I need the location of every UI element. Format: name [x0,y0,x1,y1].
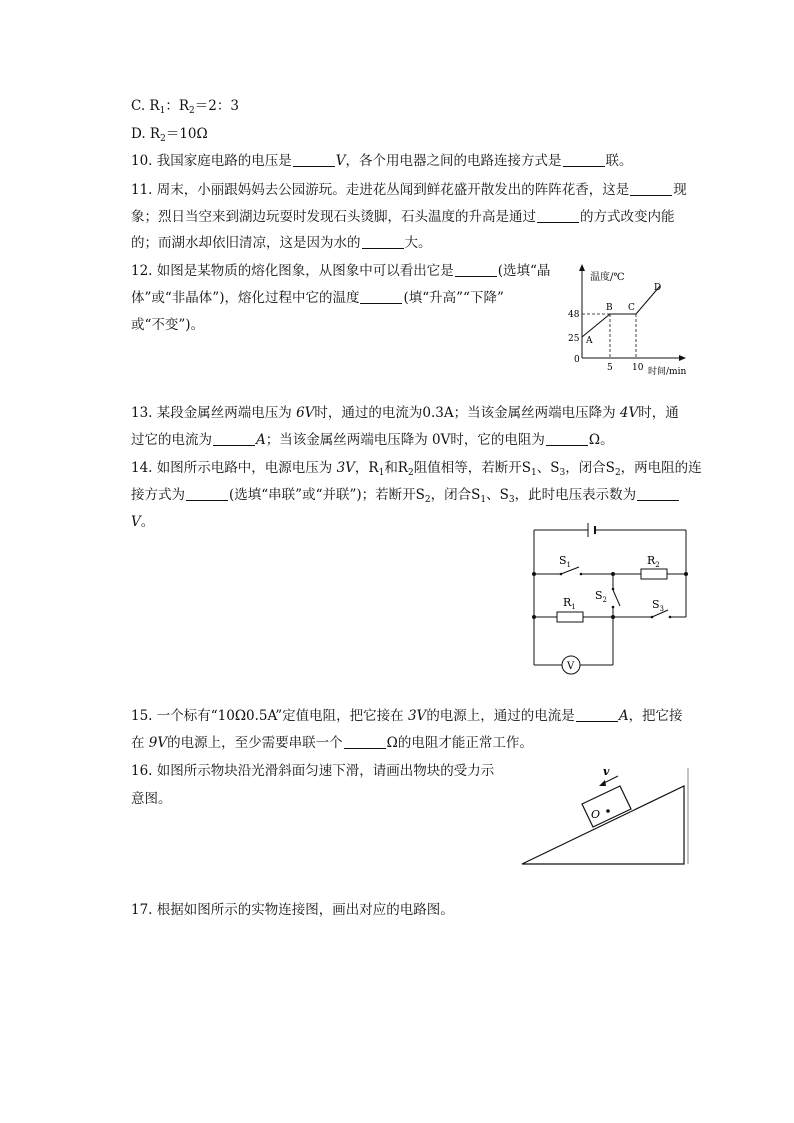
question-13-line-1: 13. 某段金属丝两端电压为 6V时，通过的电流为0.3A；当该金属丝两端电压降为 4V时，通 [131,405,679,421]
option-d: D. $R_2=10\Omega$ [131,126,208,144]
question-14-line-2: 接方式为 (选填“串联”或“并联”)；若断开$S_2$，闭合$S_1$、$S_3$，此时电压表示数为 [131,485,680,505]
s3-label: $S_3$ [652,598,665,613]
resistor-r1 [557,612,583,622]
resistor-r2 [641,569,667,579]
y-axis-label: 温度/℃ [590,272,625,283]
x-axis-label: 时间/min [648,367,687,377]
answer-blank[interactable] [637,486,679,501]
option-c: C. $R_1$：$R_2=2$：3 [131,98,239,116]
answer-blank[interactable] [360,289,402,304]
x-tick-5: 5 [607,363,613,373]
answer-blank[interactable] [546,431,588,446]
melting-curve [582,286,660,337]
s2-label: $S_2$ [595,589,608,604]
question-16-line-1: 16. 如图所示物块沿光滑斜面匀速下滑，请画出物块的受力示 [131,763,495,779]
point-c-label: C [628,303,635,313]
answer-blank[interactable] [576,707,618,722]
y-tick-25: 25 [568,334,580,344]
point-d-label: D [654,283,662,293]
origin-label: 0 [574,355,580,365]
answer-blank[interactable] [186,486,228,501]
answer-blank[interactable] [563,152,605,167]
answer-blank[interactable] [293,152,335,167]
question-15-line-2: 在 9V的电源上，至少需要串联一个 Ω的电阻才能正常工作。 [131,735,533,751]
switch-s2 [613,590,620,606]
question-12-line-3: 或“不变”)。 [131,317,205,333]
y-tick-48: 48 [568,310,580,320]
question-10: 10. 我国家庭电路的电压是 V，各个用电器之间的电路连接方式是 联。 [131,153,633,169]
circuit-diagram [525,520,695,676]
question-15-line-1: 15. 一个标有“10Ω0.5A”定值电阻，把它接在 3V的电源上，通过的电流是 A，把它接 [131,708,683,724]
x-tick-10: 10 [632,363,644,373]
answer-blank[interactable] [362,234,404,249]
answer-blank[interactable] [537,208,579,223]
question-11-line-3: 的；而湖水却依旧清凉，这是因为水的 大。 [131,235,432,251]
r2-label: $R_2$ [647,554,660,569]
answer-blank[interactable] [213,431,255,446]
melting-graph [566,262,696,380]
block [582,786,631,827]
point-b-label: B [606,303,613,313]
voltmeter-label: V [567,661,575,672]
question-11-line-2: 象；烈日当空来到湖边玩耍时发现石头烫脚，石头温度的升高是通过 的方式改变内能 [131,209,675,225]
question-11-line-1: 11. 周末，小丽跟妈妈去公园游玩。走进花丛闻到鲜花盛开散发出的阵阵花香，这是 现 [131,182,687,198]
r1-label: $R_1$ [563,596,576,611]
question-14-line-1: 14. 如图所示电路中，电源电压为 3V，$R_1$和$R_2$阻值相等，若断开$S_1$、$S_3$，闭合$S_2$，两电阻的连 [131,460,702,478]
question-12-line-2: 体”或“非晶体”)，熔化过程中它的温度 (填“升高”“下降” [131,290,504,306]
answer-blank[interactable] [455,262,497,277]
question-17: 17. 根据如图所示的实物连接图，画出对应的电路图。 [131,902,454,918]
incline-figure [518,764,692,870]
question-12-line-1: 12. 如图是某物质的熔化图象，从图象中可以看出它是 (选填“晶 [131,263,551,279]
answer-blank[interactable] [630,181,672,196]
answer-blank[interactable] [344,734,386,749]
v-label: v [603,765,610,778]
question-13-line-2: 过它的电流为 A；当该金属丝两端电压降为 0V时，它的电阻为 Ω。 [131,432,614,448]
center-point [606,809,610,813]
point-a-label: A [586,336,593,346]
s1-label: $S_1$ [559,554,572,569]
question-14-line-3: V。 [131,514,155,530]
question-16-line-2: 意图。 [131,791,172,807]
o-label: O [591,808,601,821]
